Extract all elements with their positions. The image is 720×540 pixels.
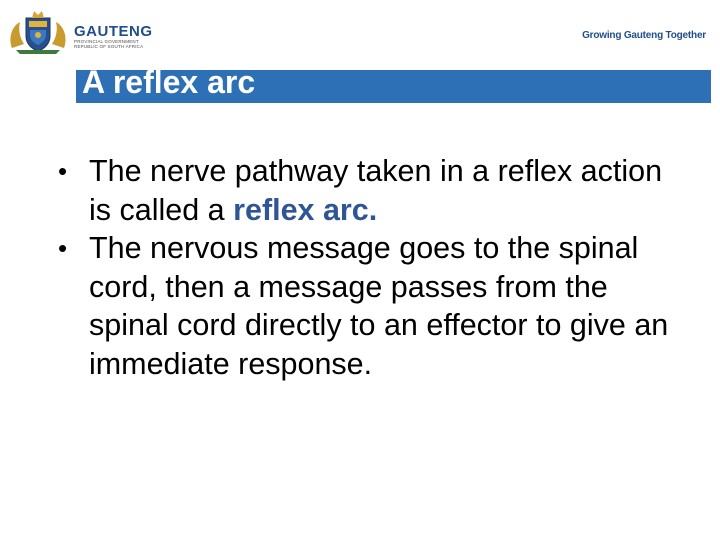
logo-text	[74, 24, 153, 49]
bullet-icon: •	[58, 156, 68, 186]
tagline: Growing Gauteng Together	[582, 30, 706, 41]
header-bar	[0, 0, 720, 66]
brand-subtitle-line2: REPUBLIC OF SOUTH AFRICA	[74, 44, 144, 49]
bullet-text: The nerve pathway taken in a reflex action is called a	[89, 154, 663, 227]
bullet-list	[0, 152, 720, 383]
coat-of-arms-icon	[6, 8, 70, 54]
bullet-text: The nervous message goes to the spinal cord, then a message passes from the spinal cord directly to an effector to give an immediate response.	[89, 231, 669, 381]
gauteng-logo	[6, 8, 166, 58]
brand-subtitle-line1: PROVINCIAL GOVERNMENT	[74, 39, 139, 44]
emphasized-term: reflex arc.	[233, 192, 378, 227]
bullet-icon: •	[58, 233, 68, 263]
slide-title: A reflex arc	[82, 64, 256, 100]
brand-name: GAUTENG	[74, 23, 153, 40]
bullet-item	[0, 229, 720, 383]
slide-content	[0, 152, 720, 383]
bullet-item	[0, 152, 720, 229]
